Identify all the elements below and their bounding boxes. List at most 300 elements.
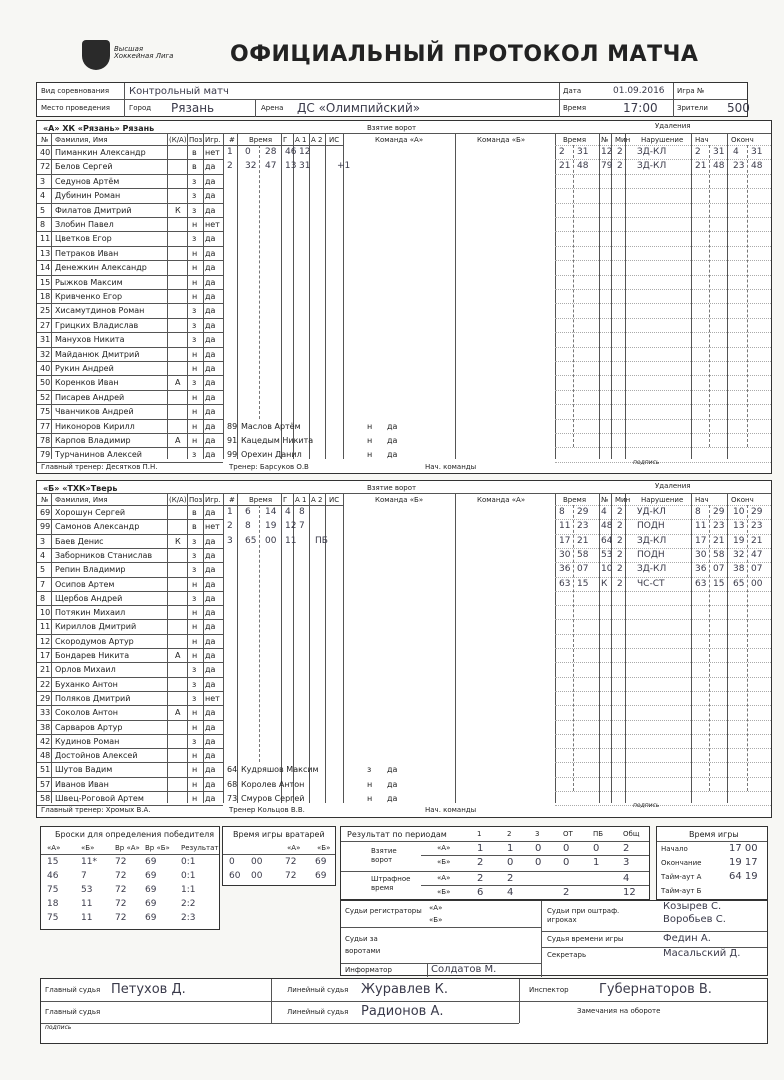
row-line	[37, 361, 223, 362]
player-number: 99	[227, 450, 238, 460]
pen-row-line	[555, 705, 771, 706]
pen-row-line	[555, 231, 771, 232]
shootout-cell: 72	[115, 899, 127, 909]
player-played: да	[205, 248, 216, 258]
inspector-label: Инспектор	[529, 986, 569, 994]
player-number: 79	[40, 450, 51, 460]
player-played: да	[205, 421, 216, 431]
player-position: з	[192, 306, 197, 316]
player-captain: А	[175, 378, 181, 388]
player-played: да	[205, 191, 216, 201]
player-name: Писарев Андрей	[55, 392, 125, 402]
penalties-head: Удаления	[655, 482, 691, 490]
penalty-cell: 23	[713, 521, 725, 532]
player-position: з	[192, 378, 197, 388]
dash-line	[747, 505, 748, 791]
player-number: 3	[40, 536, 46, 546]
row-line	[37, 217, 223, 218]
pen-row-line	[555, 748, 771, 749]
row-line	[37, 791, 223, 792]
rule	[421, 885, 649, 886]
goal-cell: 65	[245, 535, 257, 546]
goal-cell: 13	[285, 161, 297, 172]
pen-row-line	[555, 662, 771, 663]
shootout-cell: 11	[81, 899, 93, 909]
row-line	[37, 188, 223, 189]
column-header: (К/А)	[169, 136, 187, 144]
player-number: 11	[40, 622, 51, 632]
goal-cell: +1	[337, 161, 351, 172]
shootout-cell: 0:1	[181, 857, 196, 867]
penalty-cell: 2	[617, 564, 623, 575]
shootout-cell: 2:3	[181, 913, 196, 923]
penalty-cell: 63	[695, 578, 707, 589]
goal-cell: 6	[245, 507, 251, 517]
dash-line	[573, 145, 574, 447]
column-header: А 1	[295, 136, 307, 144]
column-header: Мин	[615, 496, 631, 504]
player-number: 8	[40, 220, 46, 229]
player-position: н	[192, 263, 198, 273]
penalty-cell: 12	[601, 147, 613, 157]
player-position: н	[192, 722, 198, 732]
player-played: да	[205, 277, 216, 287]
player-number: 14	[40, 263, 51, 273]
column-header: №	[41, 496, 49, 504]
penalty-cell: 15	[577, 578, 589, 589]
pen-judge-2: Воробьев С.	[663, 914, 726, 925]
game-time-table	[656, 826, 768, 900]
player-position: з	[192, 665, 197, 675]
penalty-cell: 11	[695, 521, 707, 532]
player-number: 78	[40, 436, 51, 445]
row-line	[37, 246, 223, 247]
page-title: ОФИЦИАЛЬНЫЙ ПРОТОКОЛ МАТЧА	[230, 42, 699, 67]
competition: Контрольный матч	[129, 86, 229, 97]
start-label: Начало	[661, 845, 688, 853]
player-number: 7	[40, 579, 46, 589]
row-line	[37, 145, 223, 146]
period-col: 1	[477, 830, 482, 838]
column-header: Нарушение	[641, 136, 684, 144]
player-name: Соколов Антон	[55, 708, 118, 718]
team-b-section	[36, 480, 772, 818]
player-number: 27	[40, 320, 51, 330]
ref-main-label-2: Главный судья	[45, 1008, 101, 1016]
penalty-cell: 07	[577, 564, 589, 575]
pen-row-line	[555, 433, 771, 434]
head-coach: Главный тренер: Хромых В.А.	[41, 806, 151, 815]
player-name: Орехин Данил	[241, 450, 302, 460]
column-header: Фамилия, Имя	[55, 496, 108, 504]
period-cell: 2	[477, 857, 484, 868]
penalty-cell: 64	[601, 535, 613, 546]
grid-line	[727, 133, 728, 459]
penalty-cell: 21	[713, 535, 725, 546]
penalty-cell: 48	[751, 161, 763, 172]
player-name: Никоноров Кирилл	[55, 421, 135, 431]
penalty-cell: 21	[559, 161, 571, 172]
shootout-cell: 72	[115, 857, 127, 867]
player-name: Заборников Станислав	[55, 550, 153, 560]
shootout-cell: 53	[81, 885, 93, 895]
player-position: н	[367, 436, 373, 445]
player-number: 73	[227, 794, 238, 803]
shootout-cell: 69	[145, 885, 157, 895]
penalty-cell: 15	[713, 578, 725, 589]
player-name: Репин Владимир	[55, 565, 126, 575]
row-line	[37, 705, 223, 706]
column-header: Поз	[189, 496, 203, 504]
player-number: 48	[40, 751, 51, 761]
player-position: н	[192, 292, 198, 301]
player-played: да	[205, 364, 216, 373]
player-name: Хорошун Сергей	[55, 508, 126, 517]
time-label: Время	[563, 104, 587, 112]
shootout-title: Броски для определения победителя	[55, 830, 215, 839]
player-position: в	[192, 522, 197, 532]
pen-row-line	[555, 318, 771, 319]
penalty-cell: 07	[751, 564, 763, 575]
column-header: Фамилия, Имя	[55, 136, 108, 144]
player-name: Филатов Дмитрий	[55, 205, 132, 215]
date: 01.09.2016	[613, 86, 665, 96]
player-played: да	[205, 608, 216, 618]
penalty-cell: 58	[577, 549, 589, 560]
league-logo	[82, 40, 110, 70]
penalty-cell: 2	[695, 147, 701, 157]
grid-line	[625, 133, 626, 459]
penalty-cell: 4	[601, 507, 607, 517]
shootout-col: «А»	[47, 844, 61, 852]
game-time-title: Время игры	[689, 830, 739, 839]
pen-row-line	[555, 634, 771, 635]
grid-line	[187, 133, 188, 459]
player-played: да	[205, 450, 216, 460]
row-line	[37, 562, 223, 563]
rule	[41, 854, 219, 855]
period-cell: 6	[477, 887, 484, 898]
gk-cell: 0	[229, 857, 235, 867]
penalty-cell: 58	[713, 549, 725, 560]
team-chief: Нач. команды	[425, 462, 477, 471]
player-position: з	[192, 736, 197, 746]
row-line	[37, 619, 223, 620]
goal-cell: 1	[227, 507, 233, 517]
player-position: н	[192, 651, 198, 660]
player-number: 25	[40, 306, 51, 316]
venue-label: Место проведения	[41, 104, 110, 112]
player-number: 18	[40, 292, 51, 301]
pen-row-line	[555, 462, 771, 463]
player-number: 4	[40, 550, 46, 560]
player-number: 89	[227, 421, 238, 431]
ref-line-2: Радионов А.	[361, 1004, 444, 1019]
grid-line	[611, 133, 612, 459]
pen-row-line	[555, 447, 771, 448]
player-name: Смуров Сергей	[241, 794, 305, 803]
column-header: Команда «Б»	[375, 496, 424, 504]
shootout-cell: 46	[47, 871, 59, 881]
column-header: ИС	[329, 136, 340, 144]
player-number: 22	[40, 679, 51, 689]
team-title: «А» ХК «Рязань» Рязань	[43, 124, 155, 133]
arena-label: Арена	[261, 104, 284, 112]
player-name: Коренков Иван	[55, 378, 119, 388]
logo-text: Высшая Хоккейная Лига	[114, 45, 174, 60]
rule	[37, 493, 771, 494]
pen-row-line	[555, 805, 771, 806]
player-position: н	[192, 636, 198, 646]
ref-main: Петухов Д.	[111, 982, 186, 997]
pen-row-line	[555, 361, 771, 362]
shootout-cell: 11*	[81, 857, 97, 867]
player-position: н	[192, 407, 198, 417]
player-position: н	[192, 248, 198, 258]
player-position: н	[192, 421, 198, 431]
column-header: Команда «Б»	[477, 136, 526, 144]
penalty-cell: 21	[751, 535, 763, 546]
penalty-cell: 23	[733, 161, 745, 172]
player-number: 77	[40, 421, 51, 431]
pen-row-line	[555, 332, 771, 333]
player-number: 50	[40, 378, 51, 388]
goals-head: Взятие ворот	[367, 124, 417, 132]
pen-row-line	[555, 390, 771, 391]
player-played: да	[205, 234, 216, 244]
player-number: 5	[40, 565, 46, 575]
period-cell: 0	[507, 857, 514, 868]
player-name: Карпов Владимир	[55, 436, 131, 445]
player-position: з	[192, 450, 197, 460]
shootout-cell: 2:2	[181, 899, 196, 909]
period-cell: 0	[563, 843, 570, 854]
penalty-cell: 21	[577, 535, 589, 546]
period-cell: 2	[563, 887, 570, 898]
gk-cell: 69	[315, 857, 327, 867]
player-played: да	[205, 306, 216, 316]
pen-judges-label: Судьи при оштраф. игроках	[547, 907, 620, 924]
player-played: да	[205, 335, 216, 345]
player-played: да	[205, 708, 216, 718]
player-played: да	[205, 176, 216, 186]
pen-row-line	[555, 303, 771, 304]
timeout-a: 64 19	[729, 871, 758, 882]
row-line	[37, 605, 223, 606]
goal-cell: 0	[245, 147, 251, 157]
player-captain: А	[175, 708, 181, 718]
player-name: Дубинин Роман	[55, 191, 121, 201]
player-position: в	[192, 148, 197, 157]
player-number: 40	[40, 148, 51, 157]
player-played: да	[205, 292, 216, 301]
informer: Солдатов М.	[431, 964, 497, 975]
gk-cell: 00	[251, 871, 263, 881]
pen-row-line	[555, 691, 771, 692]
penalty-cell: 23	[751, 521, 763, 532]
player-played: да	[205, 508, 216, 517]
player-captain: К	[175, 536, 181, 546]
pen-row-line	[555, 145, 771, 146]
player-played: да	[387, 421, 398, 431]
player-played: да	[205, 349, 216, 359]
gk-cell: 69	[315, 871, 327, 881]
pen-row-line	[555, 246, 771, 247]
grid-line	[281, 133, 282, 459]
player-name: Осипов Артем	[55, 579, 115, 589]
player-name: Сарваров Артур	[55, 722, 123, 732]
gk-cell: 00	[251, 857, 263, 867]
player-number: 64	[227, 765, 238, 775]
penalty-cell: 17	[559, 535, 571, 546]
player-name: Рыжков Максим	[55, 277, 123, 287]
grid-line	[167, 133, 168, 459]
player-played: да	[205, 751, 216, 761]
column-header: Игр.	[205, 496, 221, 504]
player-position: н	[192, 751, 198, 761]
player-number: 31	[40, 335, 51, 345]
row-line	[37, 433, 223, 434]
row-line	[37, 777, 223, 778]
column-header: Поз	[189, 136, 203, 144]
column-header: Г	[283, 496, 288, 504]
row-line	[37, 275, 223, 276]
penalty-cell: 47	[751, 549, 763, 560]
penalty-cell: 00	[751, 578, 763, 589]
row-line	[37, 519, 223, 520]
player-name: Буханко Антон	[55, 679, 118, 689]
period-cell: 1	[477, 843, 484, 854]
grid-line	[281, 493, 282, 803]
column-header: Время	[563, 136, 587, 144]
period-cell: 2	[507, 873, 514, 884]
player-number: 10	[40, 608, 51, 618]
player-number: 40	[40, 364, 51, 373]
column-header: Нач	[695, 136, 709, 144]
row-line	[37, 174, 223, 175]
pen-row-line	[555, 791, 771, 792]
penalty-cell: 65	[733, 578, 745, 589]
player-played: да	[205, 205, 216, 215]
shootout-cell: 72	[115, 871, 127, 881]
player-position: в	[192, 508, 197, 517]
pen-row-line	[555, 648, 771, 649]
player-number: 4	[40, 191, 46, 201]
row-line	[37, 159, 223, 160]
period-cell: 4	[623, 873, 630, 884]
goal-cell: 32	[245, 161, 257, 172]
player-played: да	[205, 636, 216, 646]
row-line	[37, 691, 223, 692]
team-title: «Б» «ТХК»Тверь	[43, 484, 118, 493]
shootout-table	[40, 826, 220, 930]
arena: ДС «Олимпийский»	[297, 101, 421, 115]
pen-row-line	[555, 605, 771, 606]
player-position: з	[192, 536, 197, 546]
player-name: Достойнов Алексей	[55, 751, 138, 761]
shootout-cell: 75	[47, 885, 59, 895]
penalty-cell: 2	[617, 507, 623, 517]
player-name: Хисамутдинов Роман	[55, 306, 145, 316]
player-name: Щербов Андрей	[55, 593, 123, 603]
penalties-head: Удаления	[655, 122, 691, 130]
player-played: да	[205, 665, 216, 675]
row-line	[37, 662, 223, 663]
start-time: 17 00	[729, 843, 758, 854]
player-played: да	[387, 450, 398, 460]
player-position: з	[192, 205, 197, 215]
goalie-time-table	[222, 826, 336, 886]
ref-line-1: Журавлев К.	[361, 982, 449, 997]
pen-row-line	[555, 159, 771, 160]
player-number: 58	[40, 794, 51, 803]
goal-cell: 19	[265, 521, 277, 532]
penalty-cell: 38	[733, 564, 745, 575]
player-name: Маслов Артём	[241, 421, 301, 431]
player-number: 5	[40, 205, 46, 215]
column-header: А 1	[295, 496, 307, 504]
grid-line	[293, 133, 294, 459]
penalty-cell: 32	[733, 549, 745, 560]
goals-head: Взятие ворот	[367, 484, 417, 492]
player-played: да	[205, 565, 216, 575]
player-number: 13	[40, 248, 51, 258]
goal-cell: 31	[299, 161, 311, 172]
player-played: нет	[205, 522, 220, 532]
gk-col: «А»	[287, 844, 301, 852]
column-header: А 2	[311, 136, 323, 144]
grid-line	[203, 133, 204, 459]
player-captain: А	[175, 436, 181, 445]
player-position: н	[192, 277, 198, 287]
ref-line-label-2: Линейный судья	[287, 1008, 349, 1016]
goal-judges-label: Судьи за воротами	[345, 935, 381, 955]
player-played: да	[387, 779, 398, 789]
row-line	[37, 375, 223, 376]
player-played: да	[205, 392, 216, 402]
penalty-cell: 30	[695, 549, 707, 560]
player-played: да	[205, 622, 216, 632]
column-header: №	[41, 136, 49, 144]
match-info	[36, 82, 748, 117]
row-line	[223, 145, 343, 146]
player-number: 75	[40, 407, 51, 417]
column-header: #	[229, 136, 235, 144]
penalty-cell: 2	[617, 161, 623, 172]
player-played: да	[205, 378, 216, 388]
column-header: Время	[249, 496, 273, 504]
penalty-cell: 2	[559, 147, 565, 157]
player-played: нет	[205, 693, 220, 703]
penalty-cell: 2	[617, 147, 623, 157]
penalty-cell: ЗД-КЛ	[637, 161, 667, 172]
column-header: №	[601, 136, 609, 144]
penalty-cell: 29	[713, 507, 725, 517]
player-name: Самонов Александр	[55, 522, 140, 532]
grid-line	[223, 493, 224, 803]
grid-line	[325, 133, 326, 459]
player-played: нет	[205, 220, 220, 229]
shootout-cell: 69	[145, 871, 157, 881]
period-col: ПБ	[593, 830, 604, 838]
row-line	[37, 648, 223, 649]
pen-row-line	[555, 203, 771, 204]
penalty-cell: 07	[713, 564, 725, 575]
player-position: з	[192, 191, 197, 201]
dash-line	[259, 505, 260, 762]
player-played: да	[205, 765, 216, 775]
pen-row-line	[555, 275, 771, 276]
